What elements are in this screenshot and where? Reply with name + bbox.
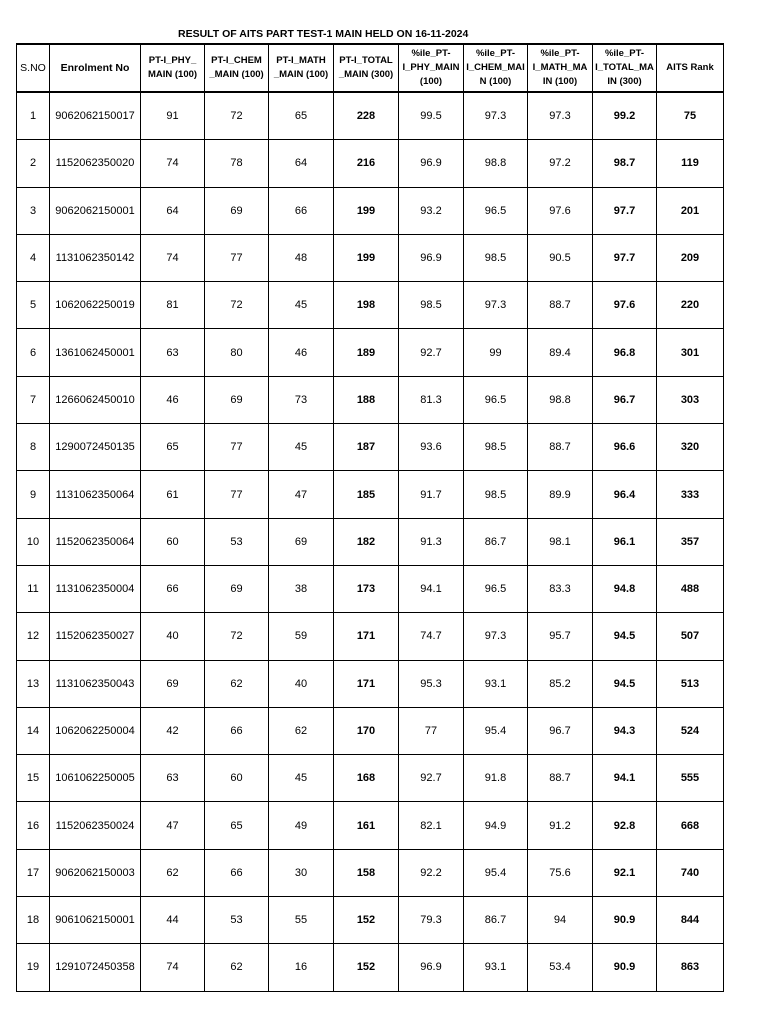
cell-sno: 10	[17, 518, 50, 565]
cell-enrolment-no: 1131062350004	[50, 565, 141, 612]
cell-chem-percentile: 97.3	[464, 92, 528, 140]
cell-phy-marks: 44	[141, 897, 205, 944]
table-row	[17, 755, 724, 802]
cell-phy-marks: 62	[141, 849, 205, 896]
table-row	[17, 565, 724, 612]
table-row	[17, 660, 724, 707]
cell-total-percentile: 94.5	[593, 660, 657, 707]
cell-sno: 8	[17, 424, 50, 471]
cell-chem-percentile: 98.5	[464, 234, 528, 281]
cell-total-percentile: 96.6	[593, 424, 657, 471]
cell-sno: 14	[17, 707, 50, 754]
cell-total-percentile: 96.4	[593, 471, 657, 518]
cell-math-marks: 73	[269, 376, 334, 423]
cell-math-marks: 16	[269, 944, 334, 991]
column-header-line: Enrolment No	[60, 62, 130, 74]
cell-phy-marks: 46	[141, 376, 205, 423]
cell-chem-marks: 77	[205, 424, 269, 471]
cell-chem-marks: 60	[205, 755, 269, 802]
cell-sno: 19	[17, 944, 50, 991]
column-header-math-percentile	[528, 44, 593, 92]
column-header-line: MAIN (100)	[147, 69, 198, 80]
cell-total-percentile: 94.5	[593, 613, 657, 660]
cell-chem-percentile: 98.8	[464, 140, 528, 187]
cell-sno: 5	[17, 282, 50, 329]
cell-sno: 13	[17, 660, 50, 707]
cell-enrolment-no: 1062062250019	[50, 282, 141, 329]
cell-aits-rank: 863	[657, 944, 724, 991]
cell-chem-percentile: 95.4	[464, 707, 528, 754]
cell-aits-rank: 357	[657, 518, 724, 565]
cell-phy-percentile: 93.2	[399, 187, 464, 234]
cell-sno: 2	[17, 140, 50, 187]
cell-enrolment-no: 1152062350024	[50, 802, 141, 849]
cell-math-percentile: 97.3	[528, 92, 593, 140]
cell-sno: 12	[17, 613, 50, 660]
cell-chem-percentile: 97.3	[464, 613, 528, 660]
table-row	[17, 518, 724, 565]
cell-math-marks: 64	[269, 140, 334, 187]
cell-phy-percentile: 92.7	[399, 329, 464, 376]
cell-total-percentile: 97.7	[593, 234, 657, 281]
cell-chem-percentile: 93.1	[464, 660, 528, 707]
cell-phy-marks: 74	[141, 140, 205, 187]
column-header-line: _MAIN (300)	[338, 69, 394, 80]
cell-total-percentile: 99.2	[593, 92, 657, 140]
cell-phy-marks: 60	[141, 518, 205, 565]
cell-aits-rank: 303	[657, 376, 724, 423]
cell-chem-percentile: 98.5	[464, 471, 528, 518]
cell-math-percentile: 89.4	[528, 329, 593, 376]
cell-enrolment-no: 9062062150003	[50, 849, 141, 896]
cell-total-percentile: 96.8	[593, 329, 657, 376]
cell-total-percentile: 92.1	[593, 849, 657, 896]
table-row	[17, 376, 724, 423]
cell-math-marks: 66	[269, 187, 334, 234]
cell-chem-percentile: 96.5	[464, 565, 528, 612]
cell-total-percentile: 90.9	[593, 944, 657, 991]
cell-enrolment-no: 9062062150001	[50, 187, 141, 234]
cell-total-percentile: 98.7	[593, 140, 657, 187]
cell-enrolment-no: 1152062350020	[50, 140, 141, 187]
table-row	[17, 897, 724, 944]
cell-sno: 9	[17, 471, 50, 518]
cell-phy-marks: 91	[141, 92, 205, 140]
cell-sno: 1	[17, 92, 50, 140]
table-row	[17, 140, 724, 187]
cell-total-marks: 182	[334, 518, 399, 565]
cell-phy-marks: 64	[141, 187, 205, 234]
cell-phy-percentile: 95.3	[399, 660, 464, 707]
cell-aits-rank: 740	[657, 849, 724, 896]
cell-phy-percentile: 77	[399, 707, 464, 754]
cell-math-percentile: 53.4	[528, 944, 593, 991]
cell-total-percentile: 97.6	[593, 282, 657, 329]
cell-math-marks: 47	[269, 471, 334, 518]
table-row	[17, 849, 724, 896]
cell-phy-marks: 74	[141, 944, 205, 991]
cell-chem-marks: 69	[205, 565, 269, 612]
cell-chem-marks: 53	[205, 897, 269, 944]
cell-chem-marks: 53	[205, 518, 269, 565]
cell-math-marks: 62	[269, 707, 334, 754]
cell-math-percentile: 96.7	[528, 707, 593, 754]
cell-math-marks: 65	[269, 92, 334, 140]
cell-sno: 17	[17, 849, 50, 896]
cell-phy-percentile: 82.1	[399, 802, 464, 849]
cell-total-marks: 173	[334, 565, 399, 612]
cell-math-marks: 38	[269, 565, 334, 612]
cell-aits-rank: 201	[657, 187, 724, 234]
column-header-line: PT-I_CHEM	[211, 55, 262, 66]
cell-enrolment-no: 1152062350064	[50, 518, 141, 565]
cell-sno: 18	[17, 897, 50, 944]
cell-math-percentile: 83.3	[528, 565, 593, 612]
cell-math-percentile: 94	[528, 897, 593, 944]
cell-chem-percentile: 96.5	[464, 187, 528, 234]
cell-total-percentile: 96.1	[593, 518, 657, 565]
cell-phy-marks: 65	[141, 424, 205, 471]
cell-phy-percentile: 99.5	[399, 92, 464, 140]
column-header-line: PT-I_TOTAL	[339, 55, 393, 66]
column-header-line: S.NO	[20, 62, 46, 74]
table-row	[17, 92, 724, 140]
cell-phy-marks: 69	[141, 660, 205, 707]
cell-chem-marks: 62	[205, 660, 269, 707]
cell-chem-percentile: 91.8	[464, 755, 528, 802]
cell-math-percentile: 90.5	[528, 234, 593, 281]
cell-enrolment-no: 1152062350027	[50, 613, 141, 660]
cell-math-percentile: 97.2	[528, 140, 593, 187]
cell-aits-rank: 555	[657, 755, 724, 802]
cell-phy-marks: 81	[141, 282, 205, 329]
cell-math-percentile: 85.2	[528, 660, 593, 707]
cell-chem-marks: 80	[205, 329, 269, 376]
cell-math-percentile: 88.7	[528, 755, 593, 802]
column-header-line: N (100)	[479, 76, 512, 87]
cell-chem-marks: 65	[205, 802, 269, 849]
column-header-line: _MAIN (100)	[273, 69, 329, 80]
cell-total-marks: 189	[334, 329, 399, 376]
cell-phy-marks: 74	[141, 234, 205, 281]
cell-total-marks: 170	[334, 707, 399, 754]
cell-math-marks: 30	[269, 849, 334, 896]
cell-phy-marks: 40	[141, 613, 205, 660]
cell-chem-marks: 69	[205, 187, 269, 234]
column-header-line: PT-I_PHY_	[148, 55, 197, 66]
column-header-aits-rank	[657, 44, 724, 92]
cell-total-marks: 152	[334, 944, 399, 991]
cell-total-percentile: 97.7	[593, 187, 657, 234]
column-header-line: %ile_PT-	[604, 48, 645, 59]
column-header-line: I_TOTAL_MA	[595, 62, 654, 73]
cell-total-marks: 187	[334, 424, 399, 471]
column-header-line: PT-I_MATH	[276, 55, 326, 66]
column-header-phy-marks	[141, 44, 205, 92]
cell-total-marks: 188	[334, 376, 399, 423]
cell-enrolment-no: 1061062250005	[50, 755, 141, 802]
header-row	[17, 44, 724, 92]
cell-math-percentile: 88.7	[528, 282, 593, 329]
cell-enrolment-no: 9062062150017	[50, 92, 141, 140]
cell-phy-marks: 63	[141, 755, 205, 802]
cell-math-marks: 45	[269, 755, 334, 802]
cell-total-percentile: 90.9	[593, 897, 657, 944]
table-body	[17, 92, 724, 991]
column-header-phy-percentile	[399, 44, 464, 92]
cell-chem-marks: 66	[205, 849, 269, 896]
cell-total-marks: 198	[334, 282, 399, 329]
cell-phy-percentile: 92.7	[399, 755, 464, 802]
cell-aits-rank: 320	[657, 424, 724, 471]
cell-total-marks: 171	[334, 660, 399, 707]
column-header-total-marks	[334, 44, 399, 92]
cell-aits-rank: 333	[657, 471, 724, 518]
cell-chem-percentile: 86.7	[464, 518, 528, 565]
table-row	[17, 613, 724, 660]
table-row	[17, 329, 724, 376]
column-header-line: _MAIN (100)	[209, 69, 264, 80]
cell-chem-percentile: 97.3	[464, 282, 528, 329]
cell-total-marks: 199	[334, 187, 399, 234]
cell-enrolment-no: 1131062350142	[50, 234, 141, 281]
table-row	[17, 471, 724, 518]
cell-chem-marks: 77	[205, 471, 269, 518]
cell-math-marks: 40	[269, 660, 334, 707]
column-header-line: IN (100)	[542, 76, 578, 87]
cell-chem-percentile: 99	[464, 329, 528, 376]
cell-enrolment-no: 1266062450010	[50, 376, 141, 423]
cell-chem-marks: 72	[205, 613, 269, 660]
cell-enrolment-no: 1290072450135	[50, 424, 141, 471]
cell-chem-percentile: 98.5	[464, 424, 528, 471]
cell-math-percentile: 95.7	[528, 613, 593, 660]
column-header-line: I_CHEM_MAI	[466, 62, 525, 73]
table-row	[17, 187, 724, 234]
cell-phy-percentile: 92.2	[399, 849, 464, 896]
cell-chem-percentile: 95.4	[464, 849, 528, 896]
column-header-sno	[17, 44, 50, 92]
cell-phy-marks: 63	[141, 329, 205, 376]
cell-aits-rank: 507	[657, 613, 724, 660]
cell-phy-percentile: 94.1	[399, 565, 464, 612]
cell-total-percentile: 92.8	[593, 802, 657, 849]
cell-chem-percentile: 96.5	[464, 376, 528, 423]
cell-total-percentile: 94.8	[593, 565, 657, 612]
column-header-line: %ile_PT-	[475, 48, 516, 59]
cell-chem-percentile: 93.1	[464, 944, 528, 991]
cell-chem-marks: 72	[205, 92, 269, 140]
cell-aits-rank: 209	[657, 234, 724, 281]
cell-math-percentile: 97.6	[528, 187, 593, 234]
column-header-chem-percentile	[464, 44, 528, 92]
cell-chem-percentile: 94.9	[464, 802, 528, 849]
cell-enrolment-no: 1062062250004	[50, 707, 141, 754]
cell-math-marks: 48	[269, 234, 334, 281]
cell-sno: 15	[17, 755, 50, 802]
cell-enrolment-no: 1291072450358	[50, 944, 141, 991]
cell-phy-marks: 42	[141, 707, 205, 754]
cell-total-percentile: 94.1	[593, 755, 657, 802]
cell-phy-percentile: 81.3	[399, 376, 464, 423]
table-row	[17, 424, 724, 471]
cell-enrolment-no: 1131062350043	[50, 660, 141, 707]
cell-total-marks: 152	[334, 897, 399, 944]
cell-phy-marks: 61	[141, 471, 205, 518]
table-row	[17, 707, 724, 754]
cell-chem-marks: 78	[205, 140, 269, 187]
cell-total-marks: 171	[334, 613, 399, 660]
column-header-line: I_PHY_MAIN	[402, 62, 460, 73]
column-header-chem-marks	[205, 44, 269, 92]
cell-math-percentile: 98.8	[528, 376, 593, 423]
cell-aits-rank: 301	[657, 329, 724, 376]
column-header-enrolment-no	[50, 44, 141, 92]
cell-total-marks: 228	[334, 92, 399, 140]
cell-enrolment-no: 9061062150001	[50, 897, 141, 944]
cell-math-percentile: 75.6	[528, 849, 593, 896]
cell-sno: 7	[17, 376, 50, 423]
cell-phy-percentile: 91.7	[399, 471, 464, 518]
cell-sno: 4	[17, 234, 50, 281]
cell-phy-percentile: 93.6	[399, 424, 464, 471]
table-row	[17, 234, 724, 281]
cell-sno: 6	[17, 329, 50, 376]
cell-phy-percentile: 91.3	[399, 518, 464, 565]
cell-math-percentile: 89.9	[528, 471, 593, 518]
cell-aits-rank: 513	[657, 660, 724, 707]
cell-total-marks: 185	[334, 471, 399, 518]
cell-math-marks: 46	[269, 329, 334, 376]
cell-total-marks: 168	[334, 755, 399, 802]
cell-phy-percentile: 74.7	[399, 613, 464, 660]
cell-math-marks: 59	[269, 613, 334, 660]
column-header-line: (100)	[419, 76, 443, 87]
column-header-line: AITS Rank	[666, 62, 714, 73]
table-row	[17, 944, 724, 991]
column-header-line: IN (300)	[607, 76, 642, 87]
column-header-total-percentile	[593, 44, 657, 92]
cell-chem-marks: 66	[205, 707, 269, 754]
cell-total-percentile: 96.7	[593, 376, 657, 423]
cell-chem-marks: 62	[205, 944, 269, 991]
cell-math-percentile: 88.7	[528, 424, 593, 471]
cell-total-marks: 161	[334, 802, 399, 849]
table-row	[17, 282, 724, 329]
cell-chem-percentile: 86.7	[464, 897, 528, 944]
cell-phy-marks: 66	[141, 565, 205, 612]
cell-math-marks: 49	[269, 802, 334, 849]
cell-phy-percentile: 96.9	[399, 140, 464, 187]
cell-sno: 16	[17, 802, 50, 849]
cell-math-marks: 45	[269, 282, 334, 329]
cell-enrolment-no: 1361062450001	[50, 329, 141, 376]
cell-chem-marks: 72	[205, 282, 269, 329]
cell-phy-percentile: 79.3	[399, 897, 464, 944]
cell-phy-percentile: 98.5	[399, 282, 464, 329]
cell-phy-percentile: 96.9	[399, 944, 464, 991]
cell-aits-rank: 119	[657, 140, 724, 187]
cell-math-marks: 69	[269, 518, 334, 565]
cell-sno: 3	[17, 187, 50, 234]
column-header-line: %ile_PT-	[540, 48, 580, 59]
cell-aits-rank: 220	[657, 282, 724, 329]
cell-math-percentile: 91.2	[528, 802, 593, 849]
cell-aits-rank: 524	[657, 707, 724, 754]
cell-aits-rank: 668	[657, 802, 724, 849]
cell-math-percentile: 98.1	[528, 518, 593, 565]
cell-phy-marks: 47	[141, 802, 205, 849]
cell-sno: 11	[17, 565, 50, 612]
cell-math-marks: 45	[269, 424, 334, 471]
table-row	[17, 802, 724, 849]
cell-chem-marks: 69	[205, 376, 269, 423]
column-header-line: I_MATH_MA	[532, 62, 588, 73]
page-title: RESULT OF AITS PART TEST-1 MAIN HELD ON 16-11-2024	[178, 28, 469, 40]
cell-aits-rank: 844	[657, 897, 724, 944]
cell-math-marks: 55	[269, 897, 334, 944]
cell-phy-percentile: 96.9	[399, 234, 464, 281]
cell-aits-rank: 75	[657, 92, 724, 140]
cell-total-marks: 199	[334, 234, 399, 281]
results-table	[16, 43, 724, 992]
cell-total-marks: 216	[334, 140, 399, 187]
cell-total-marks: 158	[334, 849, 399, 896]
cell-aits-rank: 488	[657, 565, 724, 612]
column-header-line: %ile_PT-	[411, 48, 451, 59]
cell-total-percentile: 94.3	[593, 707, 657, 754]
column-header-math-marks	[269, 44, 334, 92]
cell-chem-marks: 77	[205, 234, 269, 281]
cell-enrolment-no: 1131062350064	[50, 471, 141, 518]
